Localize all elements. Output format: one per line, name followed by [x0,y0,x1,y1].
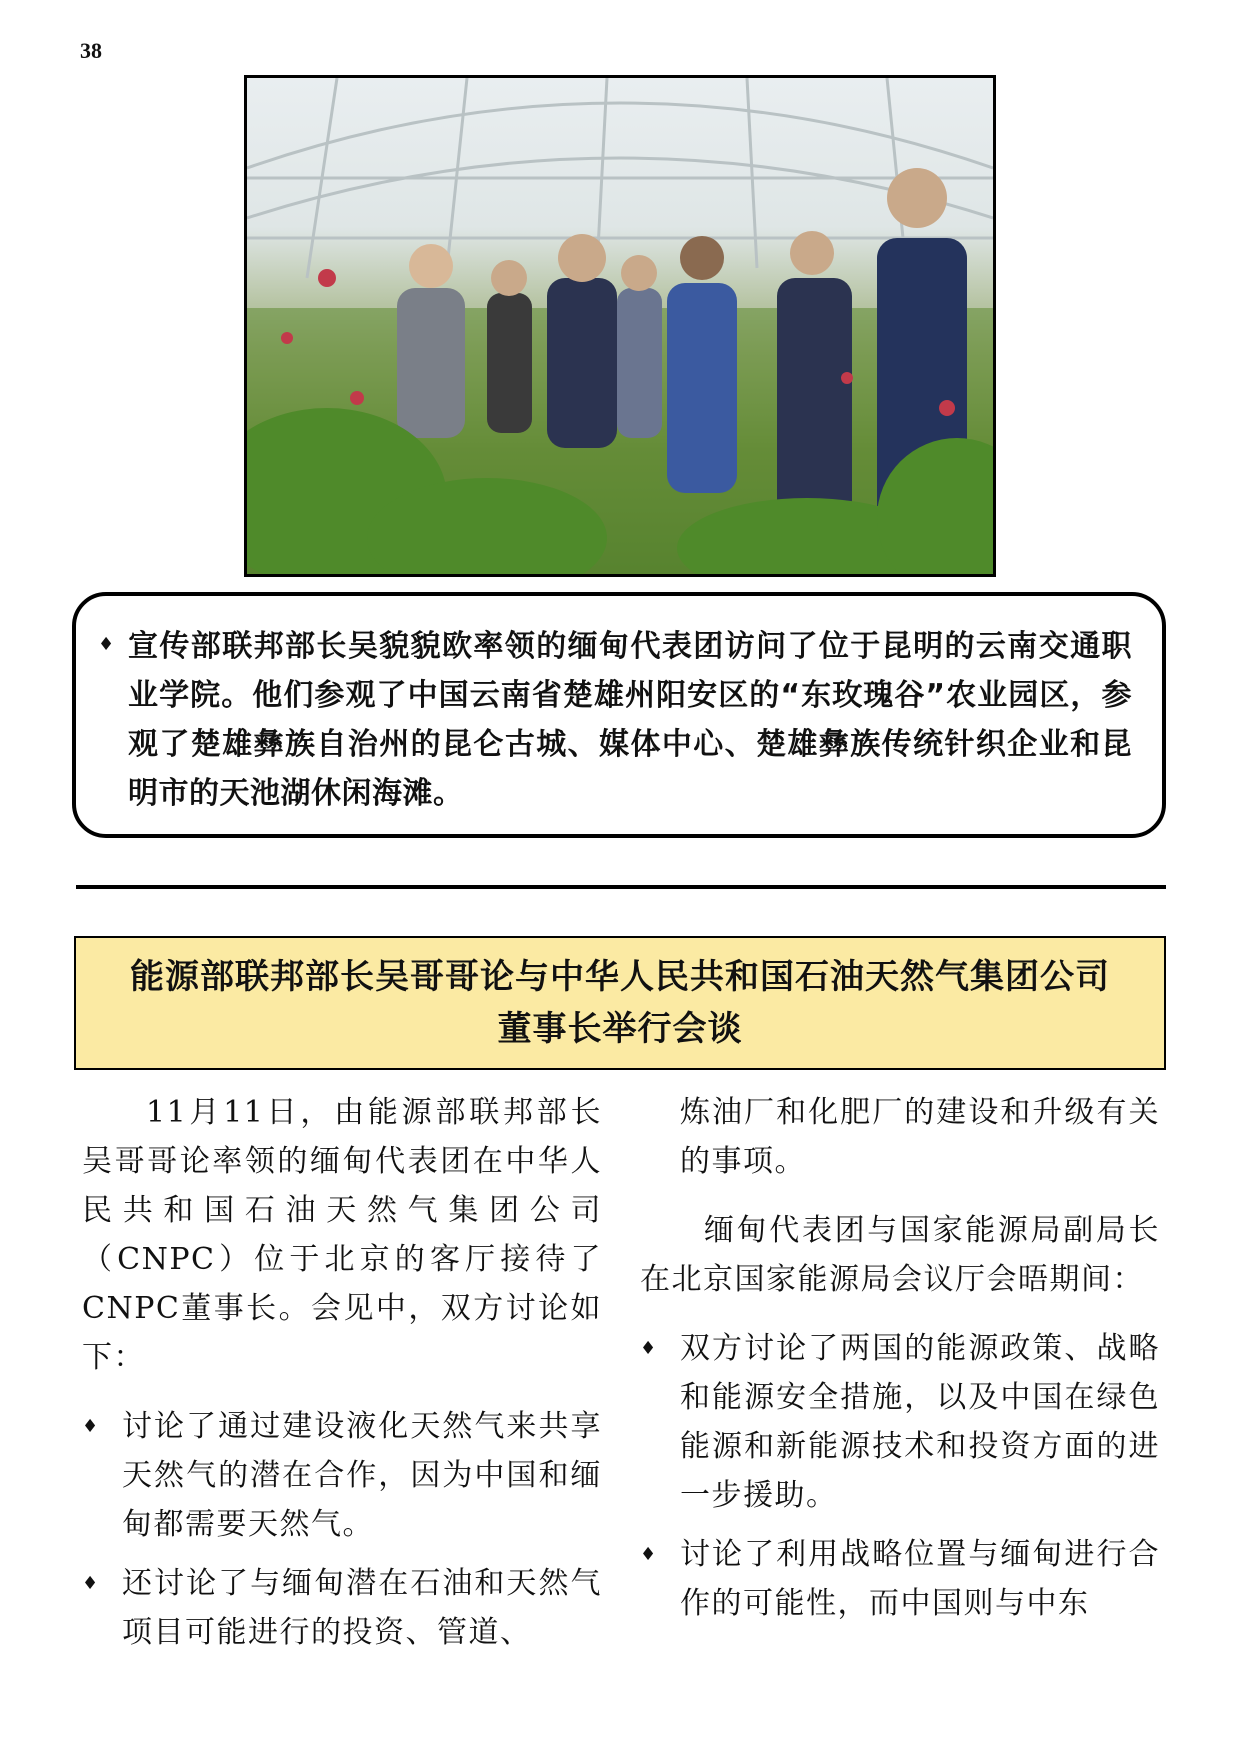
left-column [82,1088,602,1657]
right-column [640,1088,1160,1628]
right-continuation-text: 炼油厂和化肥厂的建设和升级有关的事项。 [680,1095,1160,1179]
right-continuation [640,1088,1160,1186]
photo-illustration [247,78,993,574]
photo-caption-box [72,592,1166,838]
left-bullet-text: 还讨论了与缅甸潜在石油和天然气项目可能进行的投资、管道、 [122,1566,602,1650]
photo-caption-text: 宣传部联邦部长吴貌貌欧率领的缅甸代表团访问了位于昆明的云南交通职业学院。他们参观了中国云南省楚雄州阳安区的“东玫瑰谷”农业园区，参观了楚雄彝族自治州的昆仑古城、媒体中心、楚雄彝族传统针织企业和昆明市的天池湖休闲海滩。 [128,629,1132,811]
diamond-bullet-icon: ♦ [640,1338,658,1359]
greenhouse-visit-photo [244,75,996,577]
section-divider [76,885,1166,889]
page-number: 38 [80,38,102,63]
right-intro-paragraph: 缅甸代表团与国家能源局副局长在北京国家能源局会议厅会晤期间： [640,1213,1160,1297]
diamond-bullet-icon: ♦ [82,1416,100,1437]
diamond-bullet-icon: ♦ [640,1544,658,1565]
left-bullet-item [82,1402,602,1549]
headline-line-2: 董事长举行会谈 [497,1009,743,1049]
right-bullet-item [640,1324,1160,1520]
right-bullet-text: 讨论了利用战略位置与缅甸进行合作的可能性，而中国则与中东 [680,1537,1160,1621]
right-bullet-item [640,1530,1160,1628]
diamond-bullet-icon: ♦ [82,1573,100,1594]
article-headline [130,951,1110,1055]
left-bullet-text: 讨论了通过建设液化天然气来共享天然气的潜在合作，因为中国和缅甸都需要天然气。 [122,1409,602,1542]
right-bullet-text: 双方讨论了两国的能源政策、战略和能源安全措施，以及中国在绿色能源和新能源技术和投资方面的进一步援助。 [680,1331,1160,1513]
diamond-bullet-icon: ♦ [98,634,115,655]
article-headline-box [74,936,1166,1070]
left-intro-paragraph: 11月11日，由能源部联邦部长吴哥哥论率领的缅甸代表团在中华人民共和国石油天然气集团公司（CNPC）位于北京的客厅接待了CNPC董事长。会见中，双方讨论如下： [82,1095,602,1375]
left-bullet-item [82,1559,602,1657]
headline-line-1: 能源部联邦部长吴哥哥论与中华人民共和国石油天然气集团公司 [130,957,1110,997]
